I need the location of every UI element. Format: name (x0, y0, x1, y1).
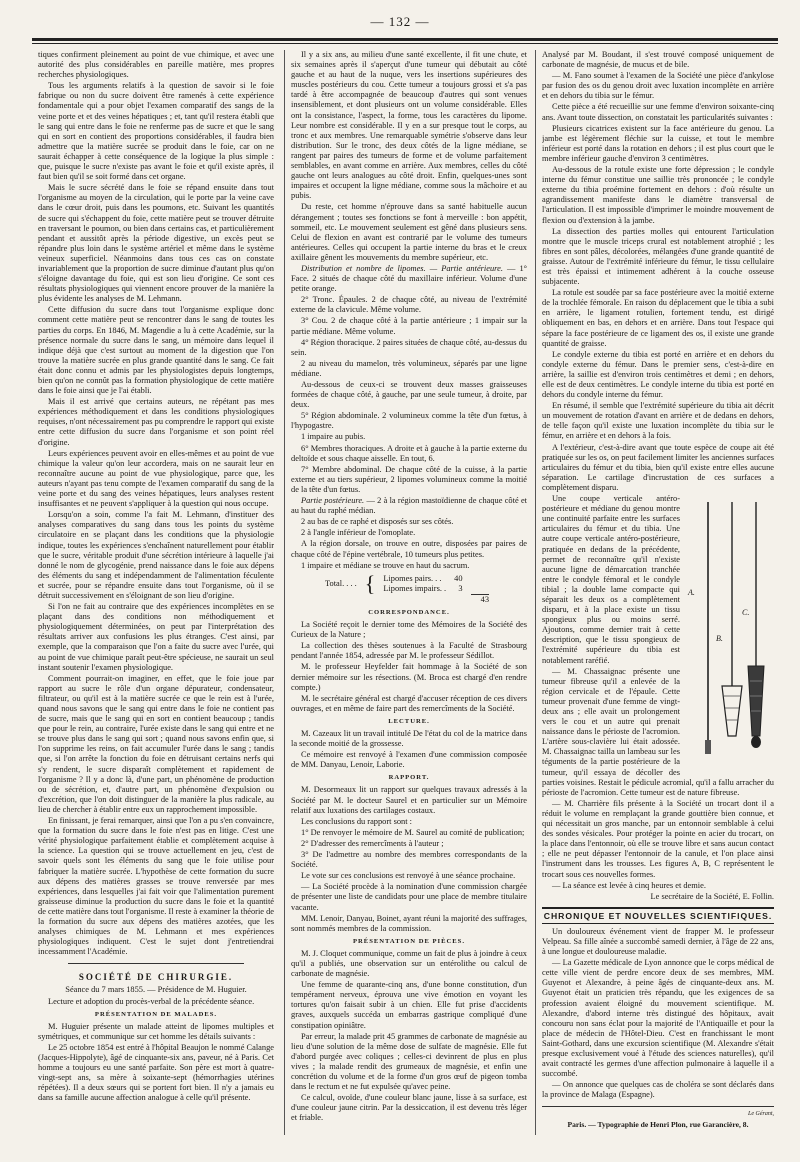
gerant-label: Le Gérant, (748, 1111, 774, 1118)
paragraph: — On annonce que quelques cas de choléra se sont déclarés dans la province de Malaga (Espagne). (542, 1080, 774, 1100)
list-item: Au-dessous de ceux-ci se trouvent deux masses graisseuses formées de chaque côté, à gauche, par une seule tumeur, à droite, par deux. (291, 380, 527, 410)
paragraph: Le 25 octobre 1854 est entré à l'hôpital Beaujon le nommé Calange (Jacques-Hippolyte), âgé de cinquante-six ans, paveur, né à Paris. Cet homme a toujours eu une santé parfaite. Son père est mort à quatre-vingt-sept ans, sa mère à soixante-sept (hémorrhagies utérines répétées). Il a deux sœurs qui se portent fort bien. Il n'y a jamais eu dans sa famille aucune affection analogue à celle qu'il présente. (38, 1042, 274, 1103)
trocart-figure (686, 496, 774, 766)
paragraph: Mais le sucre sécrété dans le foie se répand ensuite dans tout l'organisme au moyen de la circulation, qui le porte par la veine cave dans le cœur droit, puis dans les poumons, etc. Suivant les quantités de sucre qui s'échappent du foie, cette matière peut se trouver détruite en traversant le poumon, ou bien dans certains cas, et particulièrement pendant et aussitôt après la période digestive, un excès peut se répandre plus loin dans le système artériel et même dans le système veineux superficiel. Néanmoins dans tous ces cas on constate invariablement que la proportion de sucre diminue d'autant plus qu'on s'éloigne davantage du foie, qui est son lieu d'origine. Ce sont ces résultats physiologiques qui viennent encore prouver de la manière la plus évidente les analyses de M. Lehmann. (38, 183, 274, 304)
subsection-title: RAPPORT. (388, 774, 430, 782)
paragraph: Il y a six ans, au milieu d'une santé excellente, il fit une chute, et six semaines après il s'aperçut d'une tumeur qui débutait au côté gauche et au haut de la nuque, vers les insertions supérieures des muscles postérieurs du cou. Cette tumeur a toujours grossi et s'a pas tardé à être accompagnée de beaucoup d'autres qui sont venues insensiblement, et dont plusieurs ont un volume considérable. Elles ont la consistance, l'aspect, la forme, tous les caractères du lipome. Leur nombre est considérable. Il y en a sur presque tout le corps, au tronc et aux membres. Une remarquable symétrie s'observe dans leur distribution. Sur le tronc, des deux côtés de la ligne médiane, se rangent par paires des tumeurs de forme et de volume parfaitement semblables, en avant comme en arrière. Aux membres, celles du côté gauche ont leurs analogues au côté droit. Enfin, quelques-unes sont impaires et occupent la ligne médiane, comme sous la mâchoire et au pubis. (291, 50, 527, 201)
column-3 (542, 50, 774, 1140)
paragraph: 1° De renvoyer le mémoire de M. Saurel au comité de publication; (301, 827, 525, 837)
column-2 (291, 50, 527, 1140)
paragraph: Tous les arguments relatifs à la question de savoir si le foie fabrique ou non du sucre doivent être ramenés à cette expérience fondamentale qui a pour objet l'examen comparatif des sangs de la veine porte et et des veines hépatiques ; et, tant qu'il restera établi que le sang qui entre dans le foie ne renferme pas de sucre et que le sang qui en sort en contient des proportions considérables, il faudra bien admettre que la matière sucrée se produit dans le foie, car on ne saurait échapper à cette conséquence de la logique la plus simple : que, puisque le sucre n'existe pas avant le foie et qu'il existe après, il faut bien qu'il se soit formé dans cet organe. (38, 81, 274, 182)
section-title-societe: SOCIÉTÉ DE CHIRURGIE. (78, 972, 234, 983)
subsection-title: PRÉSENTATION DE MALADES. (94, 1010, 218, 1018)
seance-line: Séance du 7 mars 1855. — Présidence de M. Huguier. (65, 985, 247, 995)
paragraph: M. Desormeaux lit un rapport sur quelques travaux adressés à la Société par M. le docteur Saurel et en particulier sur un Mémoire relatif aux luxations des cartilages costaux. (291, 785, 527, 815)
pairs-value: 40 (454, 573, 463, 583)
paragraph: Comment pourrait-on imaginer, en effet, que le foie joue par rapport au sucre le rôle d'un organe dépurateur, condensateur, filtrateur, ou qu'il est à la matière sucrée ce que le rein est à l'urée, quand nous savons que le sang qui entre dans le foie ne contient pas de sucre, mais que le sang qui en sort en contient beaucoup ; tandis que pour le rein, au contraire, l'urée existe dans le sang qui entre et ne se trouve plus dans le sang qui sort ; quand nous savons enfin que, si l'on supprime les reins, on fait accumuler l'urée dans le sang ; tandis que, si l'on arrête la fonction du foie en détruisant certains nerfs qui s'y rendent, le sucre disparaît complètement et rapidement de l'organisme ? Il y a donc là, d'une part, un phénomène de production ou de sécrétion, et, d'autre part, un phénomène d'expulsion ou d'excrétion, que l'on doit distinguer de la manière la plus radicale, au lieu de chercher à établir entre eux un rapprochement impossible. (38, 673, 274, 814)
odd-label: Lipomes impairs. . (383, 583, 447, 593)
paragraph: M. le secrétaire général est chargé d'accuser réception de ces divers ouvrages, et en même de faire part des remercîments de la Société. (291, 693, 527, 713)
column-1 (38, 50, 274, 1140)
figure-label-c: C. (742, 608, 750, 618)
paragraph: tiques confirment pleinement au point de vue chimique, et avec une autorité des plus considérables en pareille matière, mes propres recherches physiologiques. (38, 50, 274, 80)
list-item: 2 au bas de ce raphé et disposés sur ses côtés. (301, 517, 454, 527)
paragraph: En résumé, il semble que l'extrémité supérieure du tibia ait décrit un mouvement de rotation d'avant en arrière et de dedans en dehors, de telle façon qu'il existe une luxation incomplète du tibia sur le fémur, en arrière et en dehors à la fois. (542, 401, 774, 441)
paragraph: Leurs expériences peuvent avoir en elles-mêmes et au point de vue chimique la valeur qu'on leur accordera, mais on ne saurait leur en reconnaître aucune au point de vue physiologique, parce que, les auteurs n'ayant pas tenu compte de l'examen comparatif du sang de la veine porte et du sang des veines hépatiques, leurs analyses restent insuffisantes et ne peuvent s'appliquer à la question qui nous occupe. (38, 448, 274, 509)
paragraph: 3° De l'admettre au nombre des membres correspondants de la Société. (291, 850, 527, 870)
top-rule (32, 38, 778, 41)
paragraph: — M. Fano soumet à l'examen de la Société une pièce d'ankylose par fusion des os du genou droit avec luxation incomplète en arrière et en dehors du tibia sur le fémur. (542, 71, 774, 101)
subsection-title: CORRESPONDANCE. (368, 608, 450, 616)
paragraph: Une femme de quarante-cinq ans, d'une bonne constitution, d'un tempérament nerveux, éprouva une vive émotion en voyant les tortures qu'on faisait subir à un chien. Elle fut prise d'accidents graves, auxquels succéda un embarras gastrique compliqué d'une constipation opiniâtre. (291, 980, 527, 1030)
list-item: 4° Région thoracique. 2 paires situées de chaque côté, au-dessus du sein. (291, 337, 527, 357)
paragraph: Cette pièce a été recueillie sur une femme d'environ soixante-cinq ans. Avant toute dissection, on constatait les particularités suivantes : (542, 102, 774, 122)
paragraph: La collection des thèses soutenues à la Faculté de Strasbourg pendant l'année 1854, adressée par M. le professeur Sédillot. (291, 641, 527, 661)
paragraph: Du reste, cet homme n'éprouve dans sa santé habituelle aucun dérangement ; toutes ses fonctions se font à merveille : bon appétit, sommeil, etc. Le mouvement seulement est gêné dans plusieurs sens. Celui de flexion en avant est contrarié par le volume des tumeurs antérieures. Celles qui occupent la partie interne du bras et le creux axillaire gênent les mouvements du membre supérieur, etc. (291, 202, 527, 262)
paragraph: Cette diffusion du sucre dans tout l'organisme explique donc comment cette matière peut se rencontrer dans le sang de toutes les parties du corps. En 1846, M. Magendie a lu à cette Académie, sur la présence normale du sucre dans le sang, un mémoire dans lequel il indique déjà que c'est surtout au moment de la digestion que l'on trouve la matière sucrée en plus grande quantité dans le sang. Ce fait était donc connu et admis par les physiologistes depuis longtemps, bien qu'on ne connût pas la formation physiologique de cette matière dans le foie ainsi que je l'ai établi. (38, 305, 274, 396)
paragraph: Le vote sur ces conclusions est renvoyé à une séance prochaine. (301, 871, 516, 881)
paragraph: MM. Lenoir, Danyau, Boinet, ayant réuni la majorité des suffrages, sont nommés membres de la commission. (291, 913, 527, 933)
paragraph: Le condyle externe du tibia est porté en arrière et en dehors du condyle externe du fémur. Dans le premier sens, c'est-à-dire en arrière, la saillie est d'environ trois centimètres et demi ; en dehors, elle est de deux centimètres. Le condyle interne du tibia est porté en dehors du condyle interne du fémur. (542, 349, 774, 400)
secretary-signature: Le secrétaire de la Société, E. Follin. (650, 891, 774, 901)
paragraph: Une coupe verticale antéro-postérieure et médiane du genou montre une continuité parfaite entre les surfaces articulaires du fémur et du tibia. Une autre coupe verticale antéro-postérieure, pratiquée en dedans de la précédente, permet de reconnaître qu'il n'existe aucune ligne de démarcation tranchée entre le condyle fémoral et le condyle tibial ; la double lame compacte qui séparait les deux os a complètement disparu, et à la place existe un tissu spongieux plus ou moins serré. Ajoutons, comme dernier trait à cette description, que le tissu spongieux de l'extrémité supérieure du tibia est notablement raréfié. (542, 494, 680, 665)
subsection-title: LECTURE. (388, 717, 430, 725)
paragraph: — M. Charrière fils présente à la Société un trocart dont il a réduit le volume en remplaçant la grande gouttière bien connue, et qui nécessitait un gros manche, par un entonnoir semblable à celui des sondes vésicales. Pour protéger la pointe en acier du trocart, on la place dans l'entonnoir, où elle se trouve libre et sans aucun contact ; elle ne peut dépasser l'entonnoir de la canule, et l'on place ainsi l'instrument dans les trousses. Les figures A, B, C représentent le trocart sous ces nouvelles formes. (542, 798, 774, 879)
paragraph: Les conclusions du rapport sont : (301, 816, 412, 826)
pairs-label: Lipomes pairs. . . (383, 573, 442, 583)
paragraph: M. Cazeaux lit un travail intitulé De l'état du col de la matrice dans la seconde moitié de la grossesse. (291, 729, 527, 749)
page-number: — 132 — (370, 14, 430, 29)
column-divider (535, 50, 536, 1135)
paragraph: — La séance est levée à cinq heures et demie. (552, 880, 706, 890)
list-item: 1 impaire au pubis. (301, 432, 366, 442)
paragraph: Lorsqu'on a soin, comme l'a fait M. Lehmann, d'instituer des analyses comparatives du sang dans tous les points du système circulatoire en se plaçant dans les conditions que la physiologie indique, toutes les expériences s'enchaînent naturellement pour établir que le sucre, véritable produit d'une sécrétion intérieure à laquelle j'ai donné le nom de glycogénie, prend naissance dans le foie aux dépens des éléments du sang et indépendamment de l'alimentation féculente et sucrée, pour se répandre ensuite dans tout l'organisme, où il se détruit successivement en s'éloignant de son lieu d'origine. (38, 510, 274, 600)
list-item: 6° Membres thoraciques. A droite et à gauche à la partie externe du deltoïde et sous chaque aisselle. En tout, 6. (291, 443, 527, 463)
list-item: 5° Région abdominale. 2 volumineux comme la tête d'un fœtus, à l'hypogastre. (291, 411, 527, 431)
section-rule (68, 963, 244, 964)
paragraph: Analysé par M. Boudant, il s'est trouvé composé uniquement de carbonate de magnésie, de mucus et de bile. (542, 50, 774, 70)
paragraph: 2° D'adresser des remercîments à l'auteur ; (301, 838, 444, 848)
col1-paragraphs (38, 50, 274, 957)
subsection-title: PRÉSENTATION DE PIÈCES. (353, 937, 465, 945)
paragraph: Ce calcul, ovoïde, d'une couleur blanc jaune, lisse à sa surface, est d'une couleur jaune citrin. Par la dessiccation, il est devenu très léger et friable. (291, 1093, 527, 1123)
paragraph: — La Gazette médicale de Lyon annonce que le corps médical de cette ville vient de perdre encore deux de ses membres, MM. Guyenot et Alexandre, à peine âgés de cinquante-deux ans. M. Guyenot était un praticien très répandu, que les exigences de sa profession avaient éloigné du mouvement scientifique. M. Alexandre, d'abord interne très distingué des hôpitaux, avait concouru non sans éclat pour la majorité de l'Antiquaille et pour la place de médecin de l'Hôtel-Dieu. C'est en franchissant le mont Saint-Gothard, dans une excursion scientifique (M. Alexandre s'était presque exclusivement voué à l'étude des sciences naturelles), qu'il avait contracté les germes d'une affection pulmonaire à laquelle il a succombé. (542, 958, 774, 1079)
paragraph: La Société reçoit le dernier tome des Mémoires de la Société des Curieux de la Nature ; (291, 620, 527, 640)
list-item: — 2 à la région mastoïdienne de chaque côté et au haut du raphé médian. (291, 496, 527, 516)
list-item: 7° Membre abdominal. De chaque côté de la cuisse, à la partie externe et au tiers supérieur, 2 lipomes volumineux comme la moitié de la tête d'un fœtus. (291, 464, 527, 494)
paragraph: A l'extérieur, c'est-à-dire avant que toute espèce de coupe ait été pratiquée sur les os, on peut facilement limiter les anciennes surfaces articulaires du fémur et du tibia, bien qu'il existe entre elles aucune séparation. Le cartilage d'incrustation de ces surfaces a complètement disparu. (542, 442, 774, 492)
paragraph: La dissection des parties molles qui entourent l'articulation montre que le muscle triceps crural est notablement atrophié ; les fibres en sont pâles, décolorées, mélangées d'une grande quantité de graisse. Autour de l'extrémité inférieure du fémur, le tissu cellulaire est très épaissi et intimement adhérent à la couche osseuse subjacente. (542, 226, 774, 287)
list-item: 3° Cou. 2 de chaque côté à la partie antérieure ; 1 impair sur la partie médiane. Même volume. (291, 316, 527, 336)
list-item: A la région dorsale, on trouve en outre, disposées par paires de chaque côté de l'épine vertébrale, 10 tumeurs plus petites. (291, 539, 527, 559)
distribution-heading: Distribution et nombre de lipomes. — Partie antérieure. (301, 263, 503, 273)
paragraph: — M. Chassaignac présente une tumeur fibreuse qu'il a enlevée de la région cervicale et de l'épaule. Cette tumeur provenait d'une femme de vingt-deux ans ; elle avait un prolongement vers le cou et un autre qui prenait naissance dans le périoste de l'acromion. L'artère sous-clavière lui était adossée. M. Chassaignac tailla un lambeau sur les téguments de la partie postérieure de la tumeur, qu'il essaya de décoller des parties voisines. Restait le pédicule acromial, qu'il a fallu arracher du périoste de l'acromion. Cette tumeur est de nature fibreuse. (542, 666, 774, 797)
list-item: 2 au niveau du mamelon, très volumineux, séparés par une ligne médiane. (291, 358, 527, 378)
list-item: 2° Tronc. Épaules. 2 de chaque côté, au niveau de l'extrémité externe de la clavicule. Même volume. (291, 295, 527, 315)
paragraph: Mais il est arrivé que certains auteurs, ne répétant pas mes expériences méthodiquement et dans les conditions physiologiques requises, n'ont nécessairement pas pu comprendre le rapport qui existe entre cette diffusion du sucre dans l'organisme et son point réel d'origine. (38, 397, 274, 447)
total-table (321, 570, 527, 605)
trocart-illustration (686, 496, 774, 766)
paragraph: M. le professeur Heyfelder fait hommage à la Société de son dernier mémoire sur les résections. (M. Broca est chargé d'en rendre compte.) (291, 662, 527, 692)
brace-glyph: { (364, 570, 376, 596)
paragraph: M. Huguier présente un malade atteint de lipomes multiples et symétriques, et communique sur cet homme les détails suivants : (38, 1021, 274, 1041)
list-item: 1 impaire et médiane se trouve en haut du sacrum. (301, 560, 470, 570)
paragraph: Ce mémoire est renvoyé à l'examen d'une commission composée de MM. Danyau, Lenoir, Laborie. (291, 750, 527, 770)
odd-value: 3 (458, 583, 463, 593)
column-divider (284, 50, 285, 1135)
proces-verbal: Lecture et adoption du procès-verbal de la précédente séance. (48, 996, 255, 1006)
paragraph: M. J. Cloquet communique, comme un fait de plus à joindre à ceux qu'il a publiés, une observation sur un entérolithe ou calcul de carbonate de magnésie. (291, 948, 527, 979)
paragraph: En finissant, je ferai remarquer, ainsi que l'on a pu s'en convaincre, que la formation du sucre dans le foie n'est pas en litige. C'est une vérité physiologique parfaitement établie et complètement acquise à la science. La question qui se trouve actuellement en jeu, c'est de savoir quels sont les éléments du sang que le foie utilise pour fabriquer la matière sucrée. L'hypothèse de cette formation du sucre aux dépens des matières grasses se trouve renversée par mes expériences, dans lesquelles j'ai fait voir que l'alimentation purement graisseuse diminue la production du sucre dans le foie et la quantité de cette matière dans tout l'organisme. Il reste à examiner la théorie de la formation du sucre aux dépens des matières azotées, que les analyses chimiques de M. Lehmann et mes expériences physiologiques indiquent. C'est le sujet dont j'entretiendrai incessamment l'Académie. (38, 816, 274, 957)
figure-label-a: A. (688, 588, 695, 598)
total-label: Total. . . . (325, 578, 357, 588)
paragraph: Au-dessous de la rotule existe une forte dépression ; le condyle interne du fémur constitue une saillie très prononcée ; le condyle externe du tibia proémine fortement en dehors : d'où résulte un agrandissement manifeste dans le diamètre transversal de l'articulation. Il est impossible d'imprimer le moindre mouvement de flexion ou d'extension à la jambe. (542, 165, 774, 225)
total-sum: 43 (471, 594, 489, 605)
paragraph: Si l'on ne fait au contraire que des expériences incomplètes en se plaçant dans des conditions non méthodiquement et physiologiquement déterminées, on peut par l'interprétation des résultats arriver aux confusions les plus étranges. C'est ainsi, par exemple, que la comparaison que l'on a faite du sucre avec l'urée, qui au point de vue chimique paraît peut-être spécieuse, ne saurait un seul instant soutenir l'examen physiologique. (38, 602, 274, 672)
figure-label-b: B. (716, 634, 723, 644)
posterior-heading: Partie postérieure. (301, 496, 365, 506)
paragraph: La rotule est soudée par sa face postérieure avec la moitié externe de la trochlée fémorale. En raison du déplacement que le tibia a subi en arrière, le ligament rotulien, fortement tendu, est dirigé obliquement en bas, en dehors et en arrière. Dans tout l'espace qui sépare la face postérieure de ce ligament des os, il existe une grande quantité de graisse. (542, 288, 774, 348)
list-item: 2 à l'angle inférieur de l'omoplate. (301, 528, 416, 538)
footer-rule (542, 1106, 774, 1107)
paragraph: — La Société procède à la nomination d'une commission chargée de présenter une liste de candidats pour une place de membre titulaire vacante. (291, 882, 527, 912)
paragraph: Un douloureux événement vient de frapper M. le professeur Velpeau. Sa fille aînée a succombé samedi dernier, à l'âge de 22 ans, à une longue et douloureuse maladie. (542, 926, 774, 957)
imprint-line: Paris. — Typographie de Henri Plon, rue Garancière, 8. (567, 1119, 749, 1129)
chronique-title: CHRONIQUE ET NOUVELLES SCIENTIFIQUES. (542, 907, 774, 924)
paragraph: Plusieurs cicatrices existent sur la face antérieure du genou. La jambe est légèrement fléchie sur la cuisse, et tout le membre inférieur est porté dans la rotation en dehors ; il est plus court que le membre inférieur gauche d'environ 3 centimètres. (542, 123, 774, 163)
list-item: — 1° Face. 2 situés de chaque côté du maxillaire inférieur. Volume d'une petite orange. (291, 263, 527, 294)
paragraph: Par erreur, la malade prit 45 grammes de carbonate de magnésie au lieu d'une solution de la même dose de sulfate de magnésie. Elle fut d'abord purgée avec coliques ; celles-ci devinrent de plus en plus vives ; la malade rendit des grumeaux de magnésie, et enfin une concrétion du volume et de la forme d'un gros œuf de pigeon tomba dans le rectum et ne fut expulsée qu'avec peine. (291, 1031, 527, 1092)
